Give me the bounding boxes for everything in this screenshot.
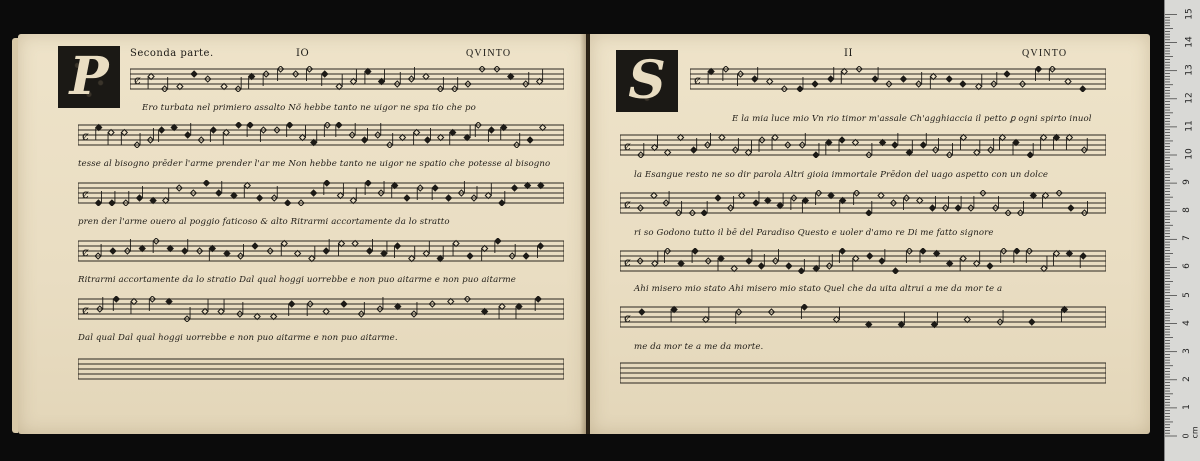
ruler-number: 10 [1184, 148, 1195, 160]
empty-staff [620, 360, 1106, 386]
svg-text:ȼ: ȼ [82, 187, 89, 201]
music-staff [130, 66, 564, 92]
ruler-number: 3 [1181, 347, 1192, 354]
ruler-number: 6 [1181, 263, 1192, 270]
svg-text:ȼ: ȼ [82, 245, 89, 259]
lyric-line: tesse al bisogno prēder l'arme prender l'ar me Non hebbe tanto ne uigor ne spatio che potesse al bisogno [78, 159, 551, 169]
svg-text:ȼ: ȼ [624, 197, 631, 211]
staff-lines [78, 122, 564, 148]
lyric-line: E la mia luce mio Vn rio timor m'assale Ch'agghiaccia il petto ꝑ ogni spirto inuol [732, 114, 1092, 124]
music-staff [620, 132, 1106, 158]
ruler-number: 14 [1184, 35, 1195, 48]
staff-lines [78, 238, 564, 264]
staff-lines [620, 190, 1106, 216]
lyric-line: Dal qual Dal qual hoggi uorrebbe e non puo aitarme e non puo aitarme. [78, 333, 398, 343]
music-staff [620, 304, 1106, 330]
left-page [18, 34, 586, 434]
ruler-ticks [1165, 0, 1200, 461]
staff-lines [620, 360, 1106, 386]
music-staff [78, 180, 564, 206]
right-page [590, 34, 1150, 434]
lyric-line: Ahi misero mio stato Ahi misero mio stato Quel che da uita altrui a me da mor te a [634, 284, 1003, 294]
staff-lines [130, 66, 564, 92]
svg-text:ȼ: ȼ [624, 139, 631, 153]
ruler-number: 2 [1181, 375, 1192, 382]
staff-lines [78, 356, 564, 382]
lyric-line: Ritrarmi accortamente da lo stratio Dal qual hoggi uorrebbe e non puo aitarme e non puo aitarme [78, 275, 516, 285]
lyric-line: Ero turbata nel primiero assalto Nõ hebbe tanto ne uigor ne spa tio che po [142, 103, 476, 113]
page-number: II [844, 48, 853, 59]
empty-staff [78, 356, 564, 382]
music-staff [78, 238, 564, 264]
ruler-number: 5 [1181, 291, 1192, 298]
ruler-number: 8 [1181, 207, 1192, 214]
ruler-number: 11 [1184, 120, 1195, 132]
music-staff [620, 190, 1106, 216]
music-staff [78, 122, 564, 148]
ruler-unit-label: 0 cm [1181, 426, 1200, 439]
initial-letter: S [628, 50, 666, 111]
lyric-line: ri so Godono tutto il bē del Paradiso Questo e uoler d'amo re Di me fatto signore [634, 228, 994, 238]
lyric-line: la Esangue resto ne so dir parola Altri gioia immortale Prēdon del uago aspetto con un dolce [634, 170, 1049, 180]
music-staff [690, 66, 1106, 92]
ruler-number: 7 [1181, 235, 1192, 242]
svg-text:ȼ: ȼ [82, 303, 89, 317]
svg-text:ȼ: ȼ [694, 73, 701, 87]
ruler-number: 1 [1181, 404, 1192, 410]
measurement-ruler [1164, 0, 1200, 461]
staff-lines [620, 248, 1106, 274]
svg-text:ȼ: ȼ [82, 129, 89, 143]
ruler-number: 15 [1184, 7, 1195, 20]
voice-part-label: QVINTO [1022, 48, 1068, 59]
open-partbook [10, 28, 1150, 440]
music-staff [620, 248, 1106, 274]
ruler-number: 4 [1181, 319, 1192, 326]
svg-text:ȼ: ȼ [624, 311, 631, 325]
staff-lines [620, 304, 1106, 330]
music-staff [78, 296, 564, 322]
svg-text:ȼ: ȼ [624, 255, 631, 269]
ruler-number: 13 [1184, 63, 1195, 76]
lyric-line: me da mor te a me da morte. [634, 342, 764, 352]
svg-text:ȼ: ȼ [134, 73, 141, 87]
voice-part-label: QVINTO [466, 48, 512, 59]
ruler-number: 12 [1184, 92, 1195, 104]
staff-lines [690, 66, 1106, 92]
staff-lines [78, 180, 564, 206]
decorated-initial-s [616, 50, 678, 112]
page-number: IO [296, 48, 310, 59]
decorated-initial-p [58, 46, 120, 108]
staff-lines [78, 296, 564, 322]
staff-lines [620, 132, 1106, 158]
lyric-line: pren der l'arme ouero al poggio faticoso & alto Ritrarmi accortamente da lo stratto [78, 217, 450, 227]
section-heading: Seconda parte. [130, 48, 214, 59]
ruler-number: 9 [1181, 179, 1192, 185]
initial-letter: P [69, 46, 109, 107]
